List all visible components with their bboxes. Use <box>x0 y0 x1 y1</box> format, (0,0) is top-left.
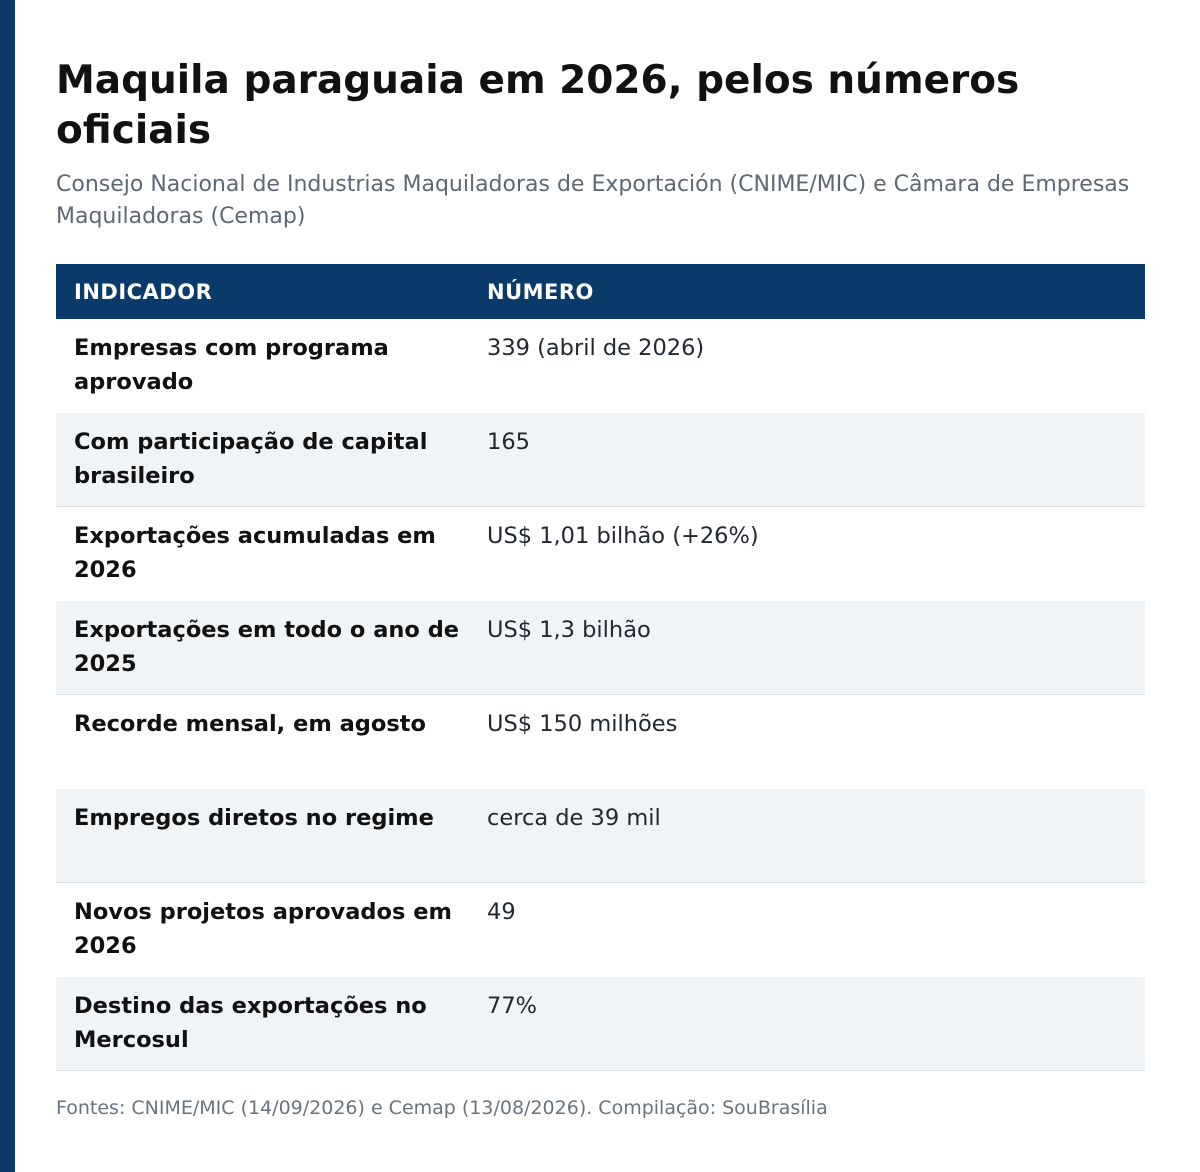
column-header-numero: NÚMERO <box>487 279 594 304</box>
table-row <box>56 507 1145 601</box>
row-label: Destino das exportações no Mercosul <box>74 993 427 1053</box>
row-label: Novos projetos aprovados em 2026 <box>74 899 452 959</box>
row-label: Exportações em todo o ano de 2025 <box>74 617 460 677</box>
table-row <box>56 413 1145 507</box>
table-row <box>56 883 1145 977</box>
source-footnote: Fontes: CNIME/MIC (14/09/2026) e Cemap (13/08/2026). Compilação: SouBrasília <box>56 1097 828 1119</box>
data-table <box>56 264 1145 1071</box>
page-title: Maquila paraguaia em 2026, pelos números oficiais <box>56 58 1020 153</box>
row-value: cerca de 39 mil <box>487 805 661 831</box>
table-row <box>56 601 1145 695</box>
row-label: Exportações acumuladas em 2026 <box>74 523 436 583</box>
row-value: 339 (abril de 2026) <box>487 335 705 361</box>
table-row <box>56 789 1145 883</box>
article-content <box>56 56 1145 1121</box>
accent-bar <box>0 0 15 1172</box>
table-row <box>56 695 1145 789</box>
table-header <box>56 264 1145 319</box>
row-label: Empresas com programa aprovado <box>74 335 389 395</box>
row-value: US$ 1,01 bilhão (+26%) <box>487 523 759 549</box>
row-value: US$ 150 milhões <box>487 711 678 737</box>
table-row <box>56 977 1145 1071</box>
row-label: Recorde mensal, em agosto <box>74 711 426 737</box>
row-value: 165 <box>487 429 530 455</box>
table-row <box>56 319 1145 413</box>
page-subtitle: Consejo Nacional de Industrias Maquiladoras de Exportación (CNIME/MIC) e Câmara de Empresas Maquiladoras (Cemap) <box>56 172 1130 229</box>
row-value: 77% <box>487 993 538 1019</box>
row-value: 49 <box>487 899 516 925</box>
row-value: US$ 1,3 bilhão <box>487 617 651 643</box>
row-label: Com participação de capital brasileiro <box>74 429 428 489</box>
column-header-indicador: INDICADOR <box>74 279 213 304</box>
row-label: Empregos diretos no regime <box>74 805 434 831</box>
